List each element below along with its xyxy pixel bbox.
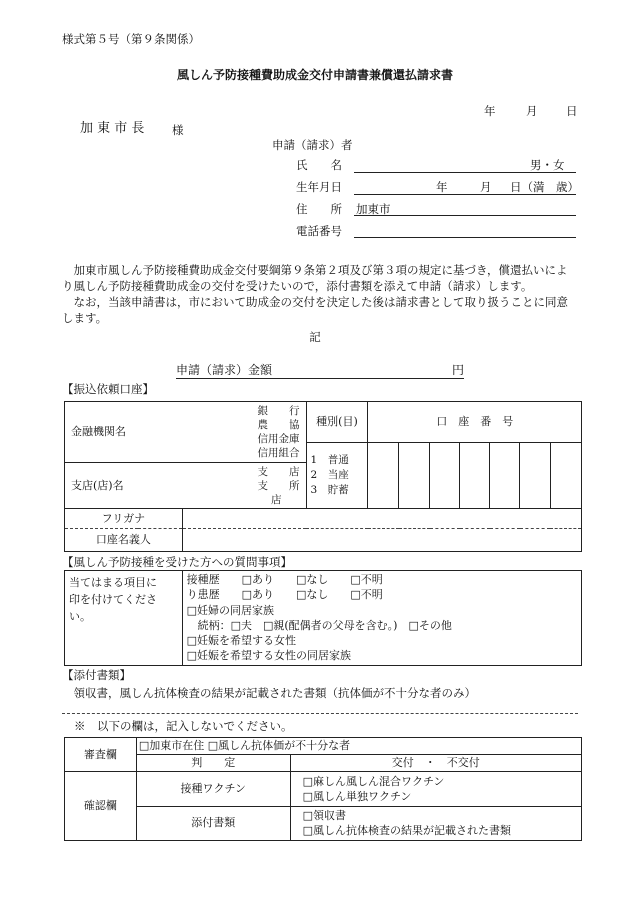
amount-unit: 円: [452, 363, 465, 377]
account-number-label-cell: [368, 402, 582, 443]
body-para1-line2: り風しん予防接種費助成金の交付を受けたいので，添付書類を添えて申請（請求）します。: [62, 279, 533, 293]
attach-receipt-option[interactable]: □領収書: [302, 809, 346, 823]
instruction-line-1: 当てはまる項目に: [69, 576, 157, 589]
branch-type-shisho: 支 所: [257, 479, 300, 492]
attachments-section-title: 【添付書類】: [62, 668, 131, 682]
account-digit-4[interactable]: [460, 443, 490, 509]
address-value: 加東市: [356, 202, 391, 216]
furigana-label-cell: [65, 509, 183, 529]
account-digit-2[interactable]: [399, 443, 430, 509]
attach-label-cell: [136, 806, 290, 840]
review-label-cell: [65, 738, 137, 772]
account-digit-6[interactable]: [520, 443, 551, 509]
holder-label-cell: [65, 529, 183, 552]
attach-options-cell[interactable]: [290, 806, 581, 840]
attach-antibody-option[interactable]: □風しん抗体検査の結果が記載された書類: [302, 824, 511, 838]
body-para2-line2: します。: [62, 311, 108, 325]
amount-field-line[interactable]: [176, 378, 464, 379]
vaccine-label: 接種ワクチン: [180, 782, 246, 796]
account-digit-5[interactable]: [490, 443, 520, 509]
bank-section-title: 【振込依頼口座】: [62, 382, 154, 396]
relationship-row[interactable]: 続柄：□夫 □親(配偶者の父母を含む。) □その他: [186, 618, 452, 632]
instruction-line-2: 印を付けてくださ: [69, 593, 157, 606]
grant-option-cell[interactable]: [290, 755, 581, 772]
account-digit-7[interactable]: [550, 443, 581, 509]
holder-label: 口座名義人: [95, 533, 151, 547]
dob-year: 年: [436, 180, 448, 194]
tel-field-line[interactable]: [354, 237, 576, 238]
account-type-options-cell[interactable]: [306, 443, 368, 509]
questions-section-title: 【風しん予防接種を受けた方への質問事項】: [62, 555, 292, 569]
account-number-label: 口 座 番 号: [436, 415, 514, 429]
name-label: 氏 名: [296, 158, 342, 172]
dob-month: 月: [480, 180, 492, 194]
instruction-line-3: い。: [69, 610, 91, 623]
vaccine-mr-option[interactable]: □麻しん風しん混合ワクチン: [302, 774, 445, 788]
pregnant-household-option[interactable]: □妊婦の同居家族: [186, 603, 274, 617]
dob-day-age: 日（満 歳）: [510, 180, 579, 194]
review-check-cell[interactable]: [136, 738, 581, 755]
review-check[interactable]: □加東市在住 □風しん抗体価が不十分な者: [138, 739, 351, 753]
addressee: 加 東 市 長: [80, 121, 145, 136]
vaccine-label-cell: [136, 772, 290, 806]
cut-line: [62, 713, 578, 714]
branch-label: 支店(店)名: [71, 478, 124, 492]
office-table: [64, 737, 582, 841]
amount-label: 申請（請求）金額: [176, 363, 273, 377]
account-digit-1[interactable]: [368, 443, 399, 509]
branch-label-cell: [65, 463, 183, 509]
judge-label: 判 定: [191, 756, 236, 770]
inst-type-nokyo: 農 協: [257, 419, 300, 431]
pregnancy-wish-household-option[interactable]: □妊娠を希望する女性の同居家族: [186, 649, 351, 663]
gender-options[interactable]: 男・女: [530, 158, 565, 172]
institution-label: 金融機関名: [71, 425, 126, 439]
holder-field[interactable]: [182, 529, 581, 552]
applicant-label: 申請（請求）者: [272, 138, 353, 152]
tel-label: 電話番号: [296, 224, 342, 238]
institution-name-cell[interactable]: [182, 402, 306, 463]
pregnancy-wish-option[interactable]: □妊娠を希望する女性: [186, 634, 296, 648]
questions-instruction-cell: [65, 571, 183, 666]
questions-options-cell[interactable]: [182, 571, 581, 666]
branch-type-ten: 店: [271, 493, 282, 506]
date-year-label: 年: [484, 104, 496, 118]
furigana-field[interactable]: [182, 509, 581, 529]
dob-label: 生年月日: [296, 180, 342, 194]
account-type-toza[interactable]: 2 当座: [310, 469, 349, 481]
account-digit-3[interactable]: [430, 443, 460, 509]
institution-label-cell: [65, 402, 183, 463]
addressee-suffix: 様: [172, 123, 184, 137]
vaccination-history-row[interactable]: 接種歴 □あり □なし □不明: [186, 573, 383, 586]
date-month-label: 月: [526, 104, 538, 118]
confirm-label-cell: [65, 772, 137, 841]
address-label: 住 所: [296, 202, 342, 216]
confirm-label: 確認欄: [83, 799, 117, 813]
date-day-label: 日: [566, 104, 578, 118]
inst-type-shinkin: 信用金庫: [257, 433, 300, 445]
judge-label-cell: [136, 755, 290, 772]
infection-history-row[interactable]: り患歴 □あり □なし □不明: [186, 588, 383, 602]
inst-type-shinkumi: 信用組合: [257, 447, 300, 459]
grant-options[interactable]: 交付 ・ 不交付: [391, 756, 480, 770]
questions-table: [64, 570, 582, 666]
vaccine-rubella-option[interactable]: □風しん単独ワクチン: [302, 789, 412, 803]
ki-heading: 記: [309, 330, 321, 344]
furigana-label: フリガナ: [101, 511, 146, 525]
form-number: 様式第５号（第９条関係）: [62, 32, 200, 46]
body-para2-line1: なお，当該申請書は，市において助成金の交付を決定した後は請求書として取り扱うことに同意: [62, 295, 568, 309]
bank-table: [64, 401, 582, 552]
vaccine-options-cell[interactable]: [290, 772, 581, 806]
account-type-label-cell: [306, 402, 368, 443]
account-type-chochiku[interactable]: 3 貯蓄: [310, 484, 349, 496]
inst-type-bank: 銀 行: [257, 405, 300, 417]
review-label: 審査欄: [83, 747, 117, 761]
attachments-text: 領収書，風しん抗体検査の結果が記載された書類（抗体価が不十分な者のみ）: [62, 686, 476, 700]
attach-label: 添付書類: [191, 816, 236, 830]
branch-type-shiten: 支 店: [257, 465, 300, 478]
page-title: 風しん予防接種費助成金交付申請書兼償還払請求書: [176, 68, 453, 82]
branch-name-cell[interactable]: [182, 463, 306, 509]
account-type-label: 種別(目): [316, 415, 358, 429]
account-type-futsu[interactable]: 1 普通: [310, 454, 349, 466]
body-para1-line1: 加東市風しん予防接種費助成金交付要綱第９条第２項及び第３項の規定に基づき，償還払いによ: [62, 263, 568, 277]
office-notice: ※ 以下の欄は，記入しないでください。: [74, 719, 293, 733]
